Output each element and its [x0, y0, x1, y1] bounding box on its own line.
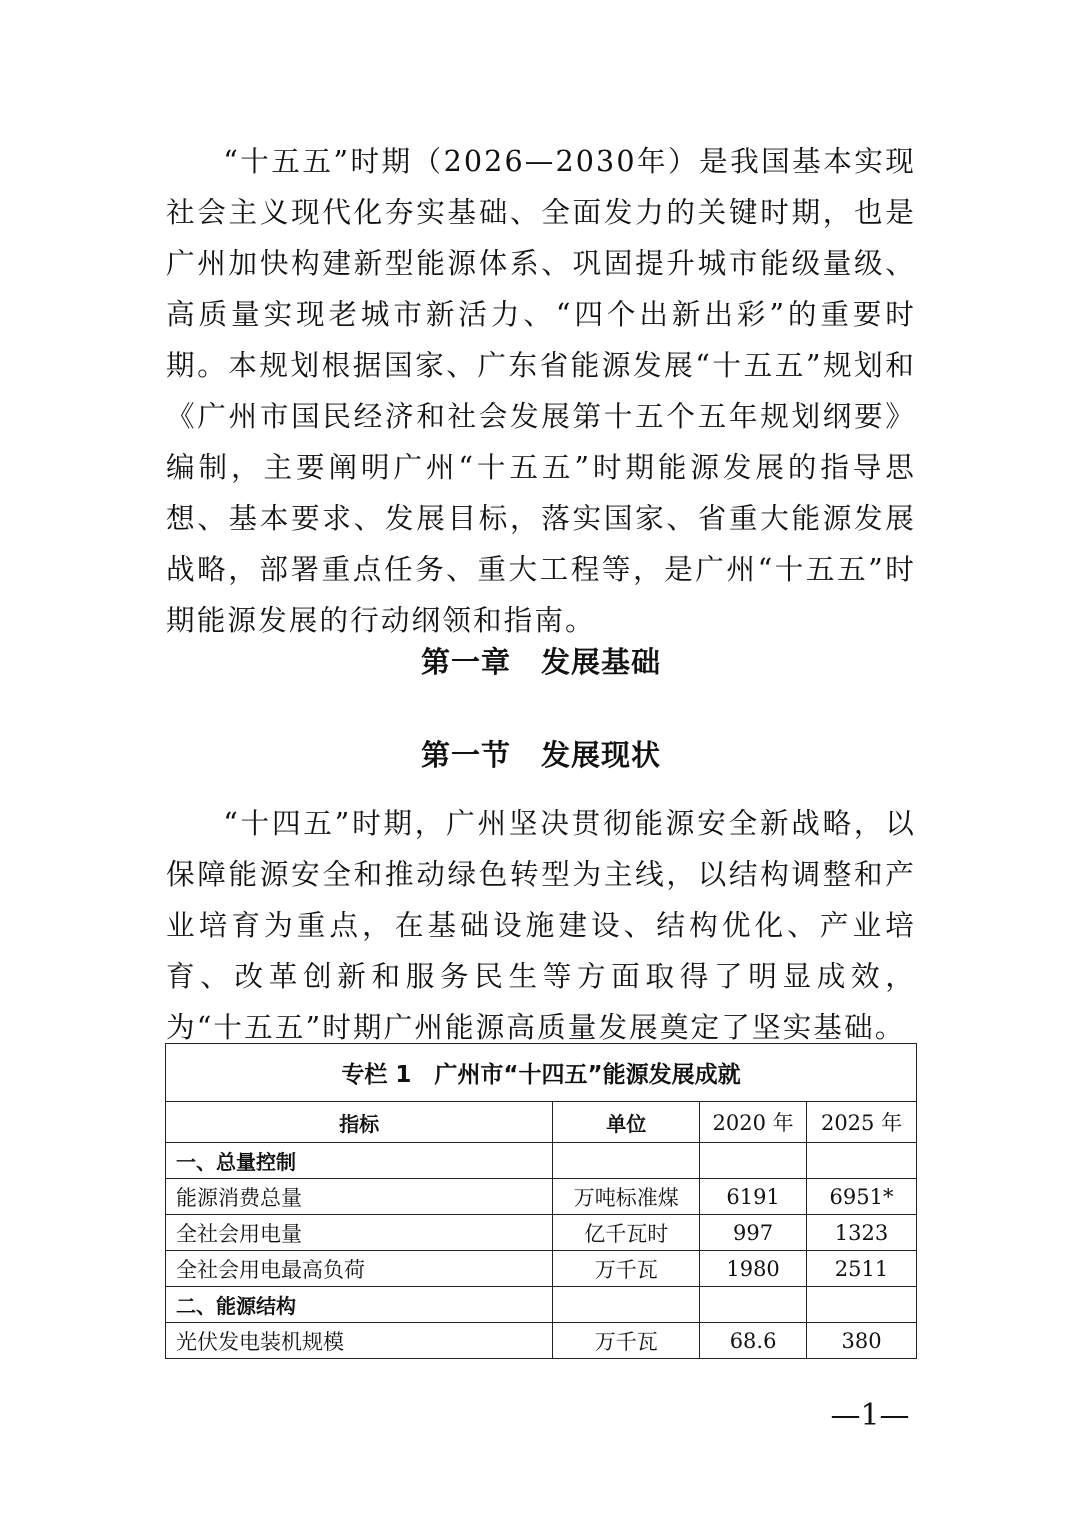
value-2020-cell: 68.6 [700, 1323, 807, 1359]
section-name: 二、能源结构 [166, 1287, 553, 1323]
header-indicator: 指标 [166, 1102, 553, 1143]
indicator-cell: 全社会用电最高负荷 [166, 1251, 553, 1287]
value-2025-cell: 1323 [807, 1215, 917, 1251]
empty-cell [807, 1287, 917, 1323]
table-section-row [166, 1143, 917, 1179]
table-caption: 专栏 1 广州市“十四五”能源发展成就 [166, 1044, 917, 1102]
value-2020-cell: 997 [700, 1215, 807, 1251]
header-2020: 2020 年 [700, 1102, 807, 1143]
unit-cell: 亿千瓦时 [553, 1215, 700, 1251]
value-2020-cell: 6191 [700, 1179, 807, 1215]
page-number: —1— [830, 1398, 910, 1433]
table-row [166, 1323, 917, 1359]
indicator-cell: 光伏发电装机规模 [166, 1323, 553, 1359]
table-row [166, 1251, 917, 1287]
unit-cell: 万吨标准煤 [553, 1179, 700, 1215]
section-title: 第一节 发展现状 [420, 738, 661, 772]
empty-cell [700, 1287, 807, 1323]
section-paragraph: “十四五”时期，广州坚决贯彻能源安全新战略，以保障能源安全和推动绿色转型为主线，以结构调整和产业培育为重点，在基础设施建设、结构优化、产业培育、改革创新和服务民生等方面取得了明显成效，为“十五五”时期广州能源高质量发展奠定了坚实基础。 [166, 806, 916, 1044]
unit-cell: 万千瓦 [553, 1323, 700, 1359]
section-name: 一、总量控制 [166, 1143, 553, 1179]
table-caption-row [166, 1044, 917, 1102]
value-2025-cell: 380 [807, 1323, 917, 1359]
table-section-row [166, 1287, 917, 1323]
header-2025: 2025 年 [807, 1102, 917, 1143]
value-2025-cell: 2511 [807, 1251, 917, 1287]
achievements-table [165, 1043, 917, 1359]
table-row [166, 1179, 917, 1215]
empty-cell [807, 1143, 917, 1179]
value-2020-cell: 1980 [700, 1251, 807, 1287]
indicator-cell: 全社会用电量 [166, 1215, 553, 1251]
chapter-title: 第一章 发展基础 [420, 645, 661, 679]
unit-cell: 万千瓦 [553, 1251, 700, 1287]
empty-cell [553, 1287, 700, 1323]
empty-cell [553, 1143, 700, 1179]
value-2025-cell: 6951* [807, 1179, 917, 1215]
table-header-row [166, 1102, 917, 1143]
empty-cell [700, 1143, 807, 1179]
table-row [166, 1215, 917, 1251]
intro-paragraph: “十五五”时期（2026—2030年）是我国基本实现社会主义现代化夯实基础、全面发力的关键时期，也是广州加快构建新型能源体系、巩固提升城市能级量级、高质量实现老城市新活力、“四个出新出彩”的重要时期。本规划根据国家、广东省能源发展“十五五”规划和《广州市国民经济和社会发展第十五个五年规划纲要》编制，主要阐明广州“十五五”时期能源发展的指导思想、基本要求、发展目标，落实国家、省重大能源发展战略，部署重点任务、重大工程等，是广州“十五五”时期能源发展的行动纲领和指南。 [166, 144, 916, 637]
header-unit: 单位 [553, 1102, 700, 1143]
indicator-cell: 能源消费总量 [166, 1179, 553, 1215]
